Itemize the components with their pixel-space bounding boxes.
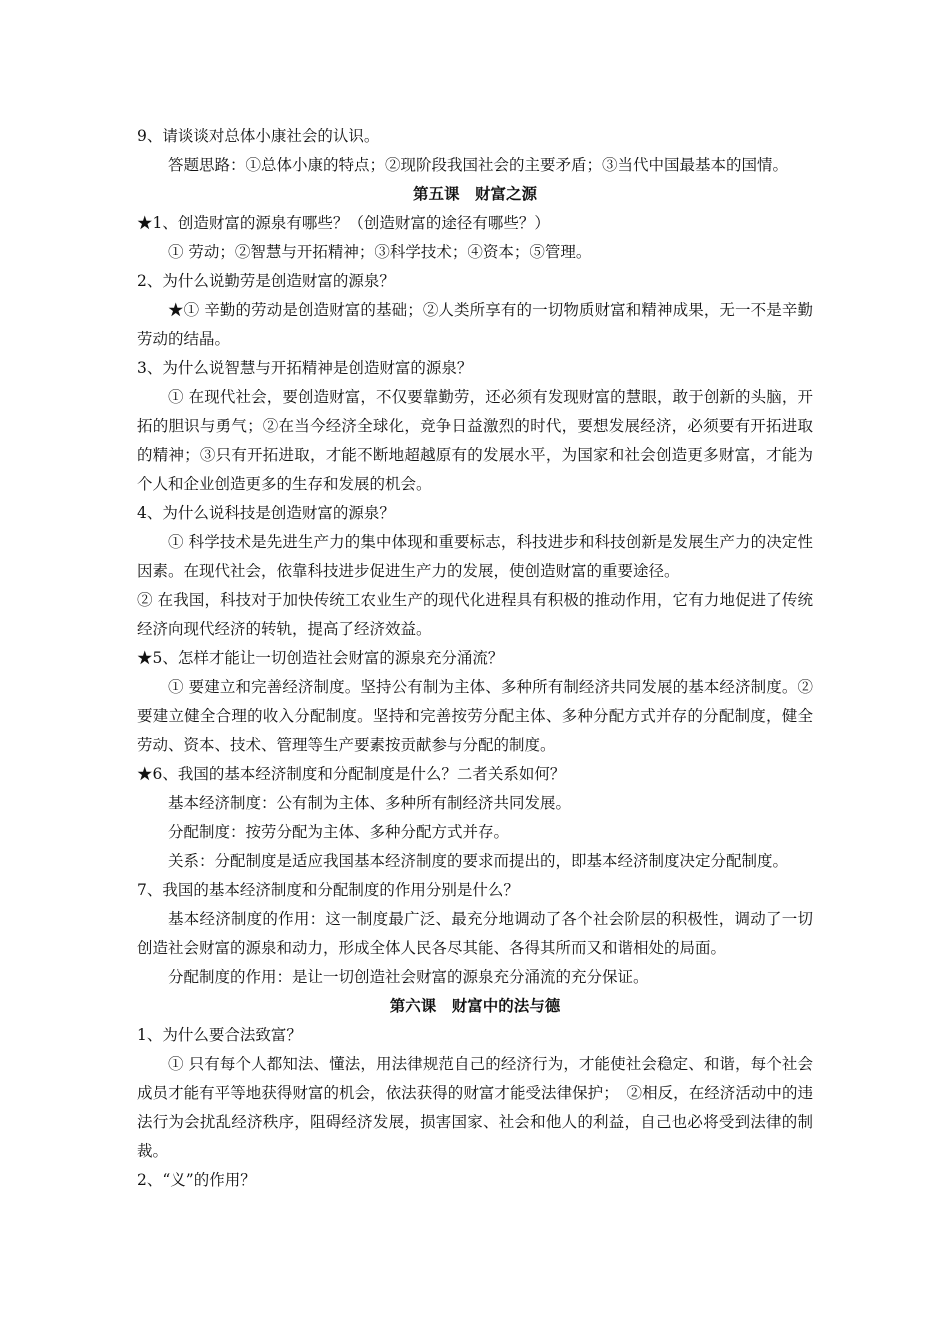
answer-9: 答题思路：①总体小康的特点；②现阶段我国社会的主要矛盾；③当代中国最基本的国情。 (168, 156, 789, 174)
question-5-2: 2、为什么说勤劳是创造财富的源泉？ (137, 272, 395, 290)
answer-5-5: ① 要建立和完善经济制度。坚持公有制为主体、多种所有制经济共同发展的基本经济制度。②要建立健全合理的收入分配制度。坚持和完善按劳分配主体、多种分配方式并存的分配制度，健全劳动、资本、技术、管理等生产要素按贡献参与分配的制度。 (137, 678, 813, 754)
question-6-2: 2、“义”的作用？ (137, 1171, 256, 1189)
answer-5-6-distribution: 分配制度：按劳分配为主体、多种分配方式并存。 (168, 823, 510, 841)
question-5-4: 4、为什么说科技是创造财富的源泉？ (137, 504, 395, 522)
answer-5-4-part2: ② 在我国，科技对于加快传统工农业生产的现代化进程具有积极的推动作用，它有力地促进了传统经济向现代经济的转轨，提高了经济效益。 (137, 591, 813, 638)
lesson-5-title: 第五课 财富之源 (412, 185, 537, 203)
answer-5-3: ① 在现代社会，要创造财富，不仅要靠勤劳，还必须有发现财富的慧眼，敢于创新的头脑，开拓的胆识与勇气；②在当今经济全球化，竞争日益激烈的时代，要想发展经济，必须要有开拓进取的精神；③只有开拓进取，才能不断地超越原有的发展水平，为国家和社会创造更多财富，才能为个人和企业创造更多的生存和发展的机会。 (137, 388, 813, 493)
question-5-7: 7、我国的基本经济制度和分配制度的作用分别是什么？ (137, 881, 519, 899)
lesson-6-title: 第六课 财富中的法与德 (389, 997, 561, 1015)
answer-6-1: ① 只有每个人都知法、懂法，用法律规范自己的经济行为，才能使社会稳定、和谐，每个社会成员才能有平等地获得财富的机会，依法获得的财富才能受法律保护； ②相反，在经济活动中的违法行为会扰乱经济秩序，阻碍经济发展，损害国家、社会和他人的利益，自己也必将受到法律的制裁。 (137, 1055, 813, 1160)
answer-5-2: ★① 辛勤的劳动是创造财富的基础；②人类所享有的一切物质财富和精神成果，无一不是辛勤劳动的结晶。 (137, 301, 813, 348)
answer-5-7-basic-system: 基本经济制度的作用：这一制度最广泛、最充分地调动了各个社会阶层的积极性，调动了一切创造社会财富的源泉和动力，形成全体人民各尽其能、各得其所而又和谐相处的局面。 (137, 910, 813, 957)
document-page (137, 122, 813, 1195)
answer-5-6-relation: 关系：分配制度是适应我国基本经济制度的要求而提出的，即基本经济制度决定分配制度。 (168, 852, 789, 870)
question-5-5: ★5、怎样才能让一切创造社会财富的源泉充分涌流？ (137, 649, 504, 667)
question-9: 9、请谈谈对总体小康社会的认识。 (137, 127, 380, 145)
question-5-1: ★1、创造财富的源泉有哪些？（创造财富的途径有哪些？） (137, 214, 550, 232)
question-5-3: 3、为什么说智慧与开拓精神是创造财富的源泉？ (137, 359, 473, 377)
answer-5-6-basic-system: 基本经济制度：公有制为主体、多种所有制经济共同发展。 (168, 794, 572, 812)
answer-5-4-part1: ① 科学技术是先进生产力的集中体现和重要标志，科技进步和科技创新是发展生产力的决定性因素。在现代社会，依靠科技进步促进生产力的发展，使创造财富的重要途径。 (137, 533, 813, 580)
question-6-1: 1、为什么要合法致富？ (137, 1026, 302, 1044)
answer-5-7-distribution: 分配制度的作用：是让一切创造社会财富的源泉充分涌流的充分保证。 (168, 968, 649, 986)
question-5-6: ★6、我国的基本经济制度和分配制度是什么？二者关系如何？ (137, 765, 566, 783)
answer-5-1: ① 劳动；②智慧与开拓精神；③科学技术；④资本；⑤管理。 (168, 243, 592, 261)
